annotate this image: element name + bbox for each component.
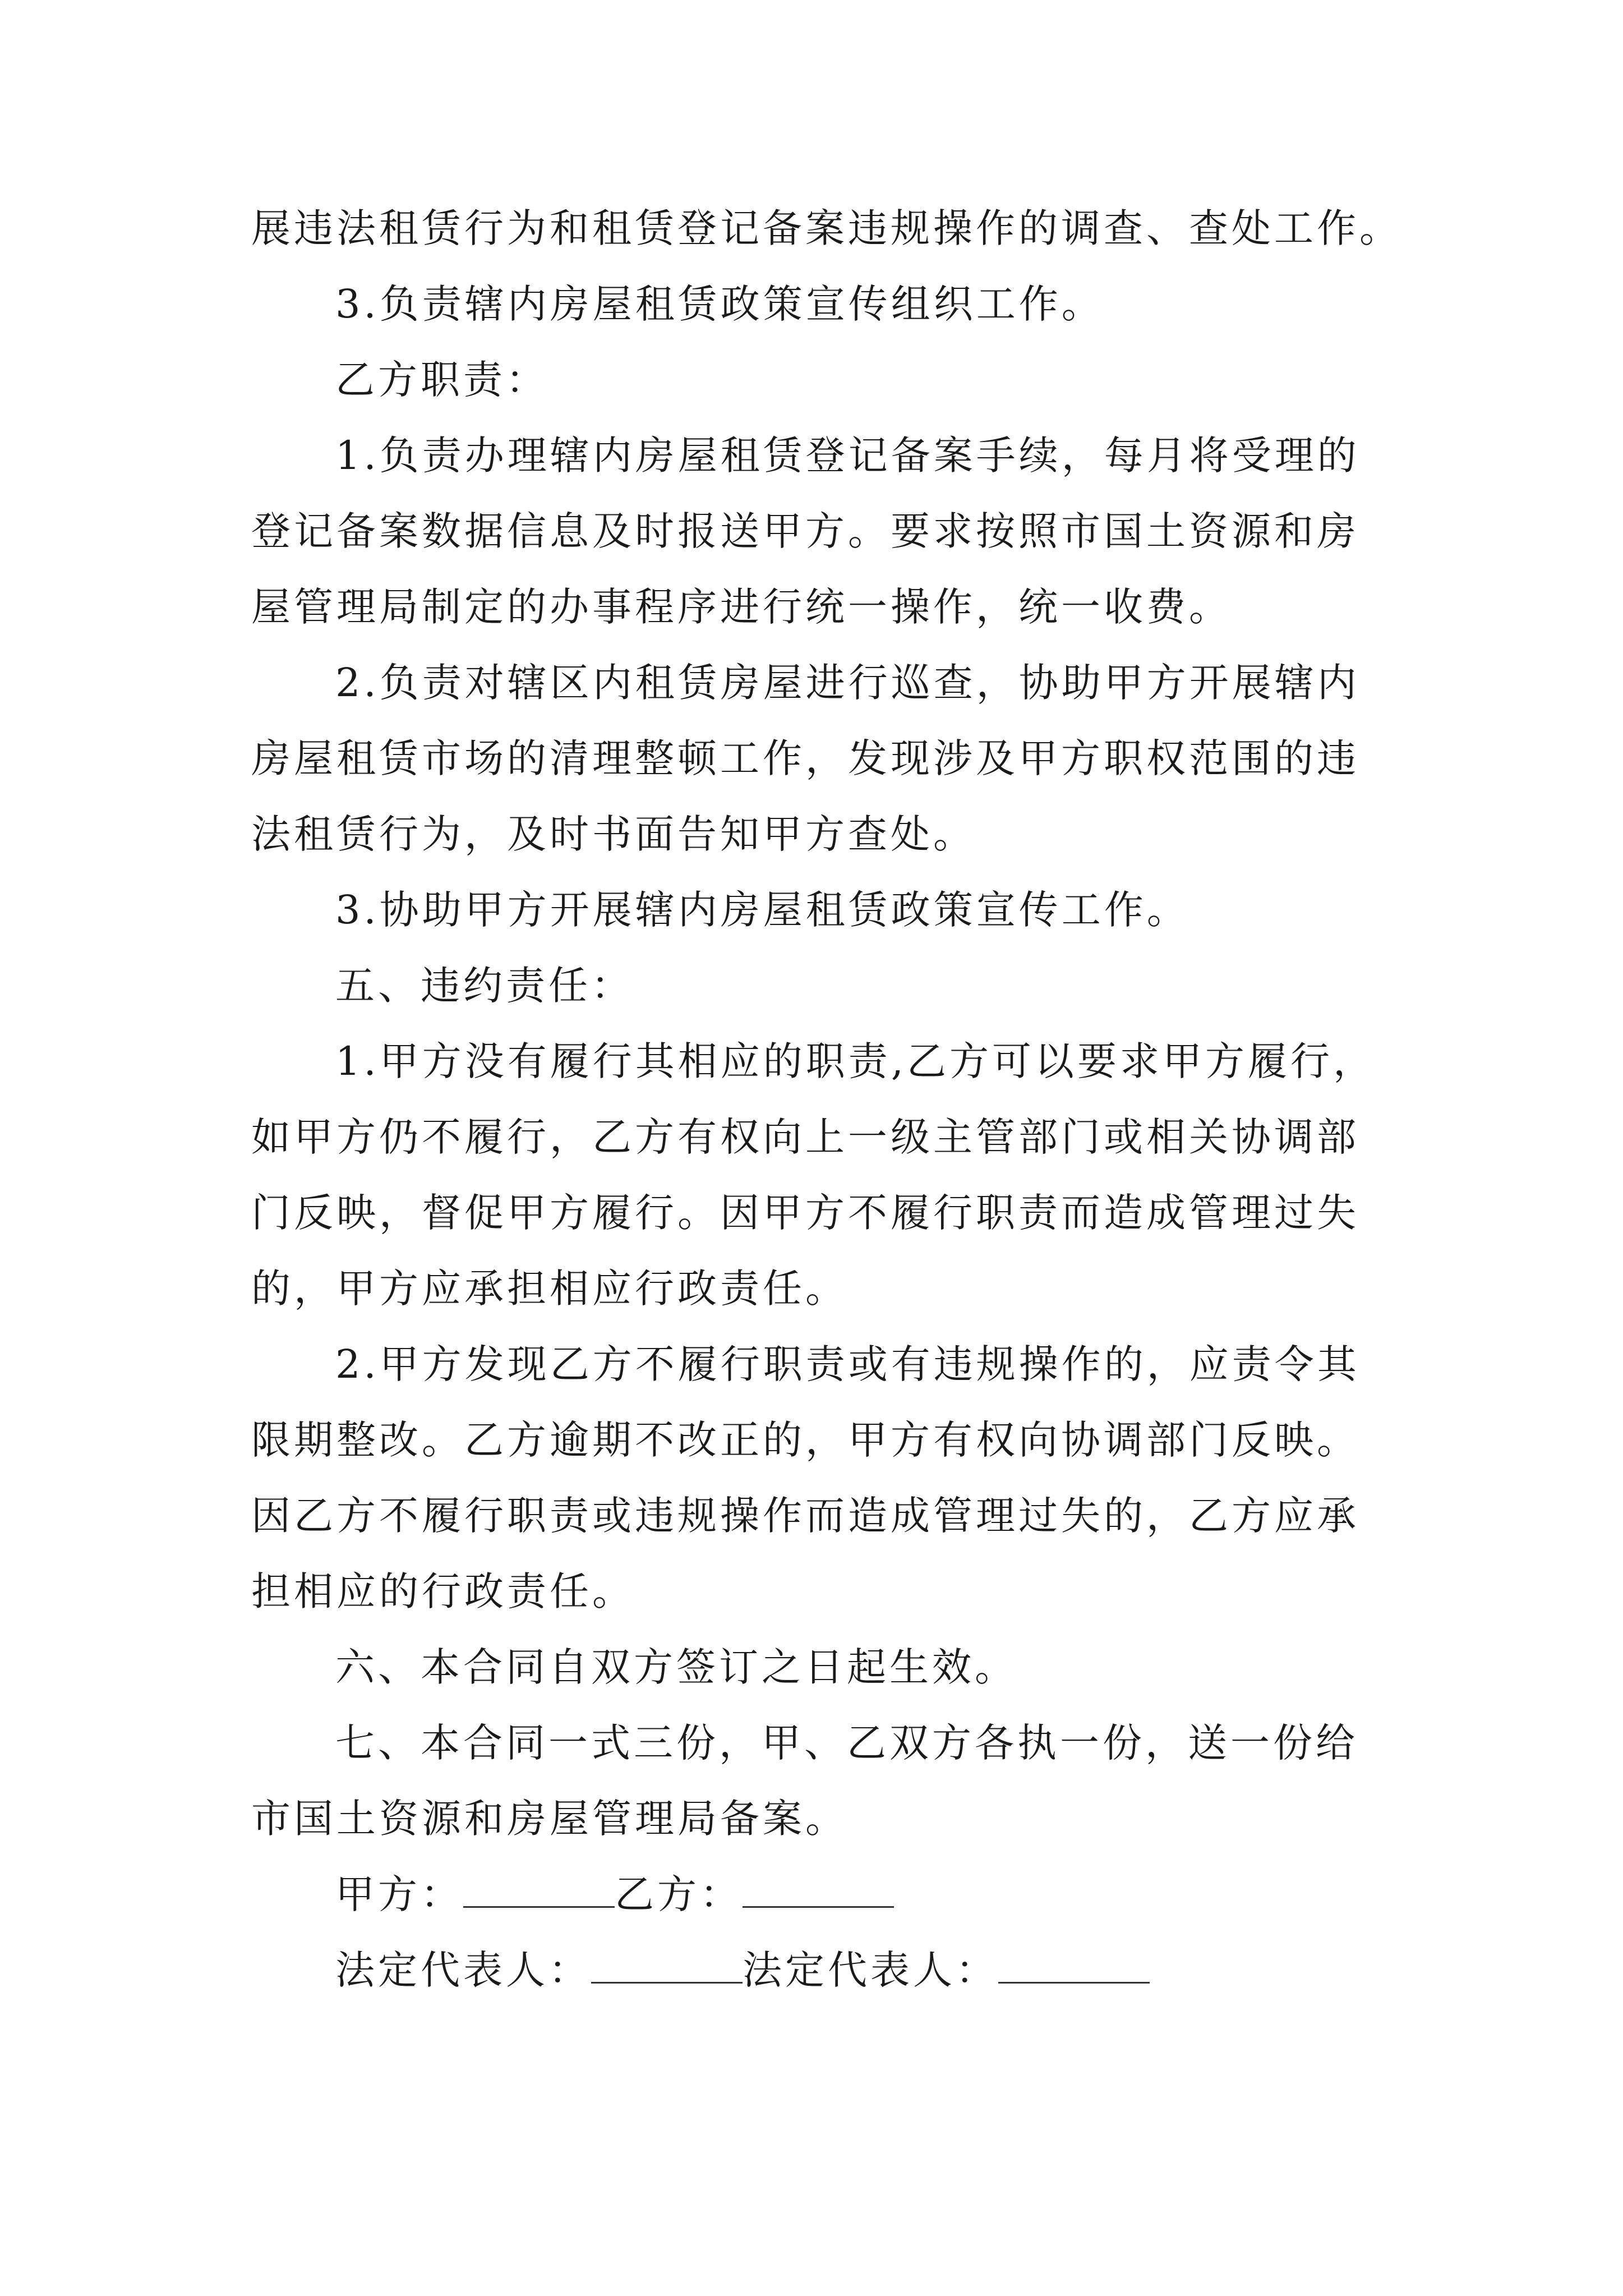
signature-representatives-line bbox=[251, 1932, 1429, 2008]
paragraph-line: 七、本合同一式三份，甲、乙双方各执一份，送一份给 bbox=[335, 1720, 1358, 1766]
rep-a-label: 法定代表人： bbox=[335, 1947, 591, 1993]
paragraph-line: 限期整改。乙方逾期不改正的，甲方有权向协调部门反映。 bbox=[251, 1417, 1359, 1463]
paragraph-line: 门反映，督促甲方履行。因甲方不履行职责而造成管理过失 bbox=[251, 1190, 1359, 1236]
paragraph-line: 因乙方不履行职责或违规操作而造成管理过失的，乙方应承 bbox=[251, 1493, 1359, 1539]
paragraph-line: 担相应的行政责任。 bbox=[251, 1568, 635, 1614]
paragraph-line: 如甲方仍不履行，乙方有权向上一级主管部门或相关协调部 bbox=[251, 1114, 1359, 1160]
paragraph-line: 1.负责办理辖内房屋租赁登记备案手续，每月将受理的 bbox=[335, 432, 1360, 478]
rep-b-signature-blank[interactable] bbox=[998, 1948, 1150, 1984]
party-a-signature-blank[interactable] bbox=[463, 1872, 615, 1908]
rep-b-label: 法定代表人： bbox=[743, 1947, 998, 1993]
paragraph-line: 六、本合同自双方签订之日起生效。 bbox=[335, 1644, 1017, 1690]
paragraph-line: 登记备案数据信息及时报送甲方。要求按照市国土资源和房 bbox=[251, 508, 1359, 554]
paragraph-line: 房屋租赁市场的清理整顿工作，发现涉及甲方职权范围的违 bbox=[251, 735, 1359, 781]
paragraph-line: 1.甲方没有履行其相应的职责,乙方可以要求甲方履行， bbox=[335, 1038, 1376, 1084]
party-a-label: 甲方： bbox=[335, 1871, 463, 1917]
paragraph-line: 展违法租赁行为和租赁登记备案违规操作的调查、查处工作。 bbox=[251, 205, 1402, 251]
rep-a-signature-blank[interactable] bbox=[591, 1948, 743, 1984]
signature-parties-line bbox=[251, 1857, 1429, 1932]
document-page bbox=[251, 191, 1429, 2008]
paragraph-line: 3.负责辖内房屋租赁政策宣传组织工作。 bbox=[335, 281, 1104, 327]
section-heading: 五、违约责任： bbox=[335, 963, 634, 1009]
paragraph-line: 屋管理局制定的办事程序进行统一操作，统一收费。 bbox=[251, 584, 1232, 630]
party-b-signature-blank[interactable] bbox=[743, 1872, 894, 1908]
section-heading: 乙方职责： bbox=[335, 357, 548, 403]
paragraph-line: 法租赁行为，及时书面告知甲方查处。 bbox=[251, 811, 976, 857]
paragraph-line: 2.负责对辖区内租赁房屋进行巡查，协助甲方开展辖内 bbox=[335, 660, 1360, 706]
paragraph-line: 的，甲方应承担相应行政责任。 bbox=[251, 1266, 848, 1312]
paragraph-line: 3.协助甲方开展辖内房屋租赁政策宣传工作。 bbox=[335, 887, 1189, 933]
paragraph-line: 2.甲方发现乙方不履行职责或有违规操作的，应责令其 bbox=[335, 1341, 1360, 1387]
paragraph-line: 市国土资源和房屋管理局备案。 bbox=[251, 1796, 848, 1842]
party-b-label: 乙方： bbox=[615, 1871, 743, 1917]
